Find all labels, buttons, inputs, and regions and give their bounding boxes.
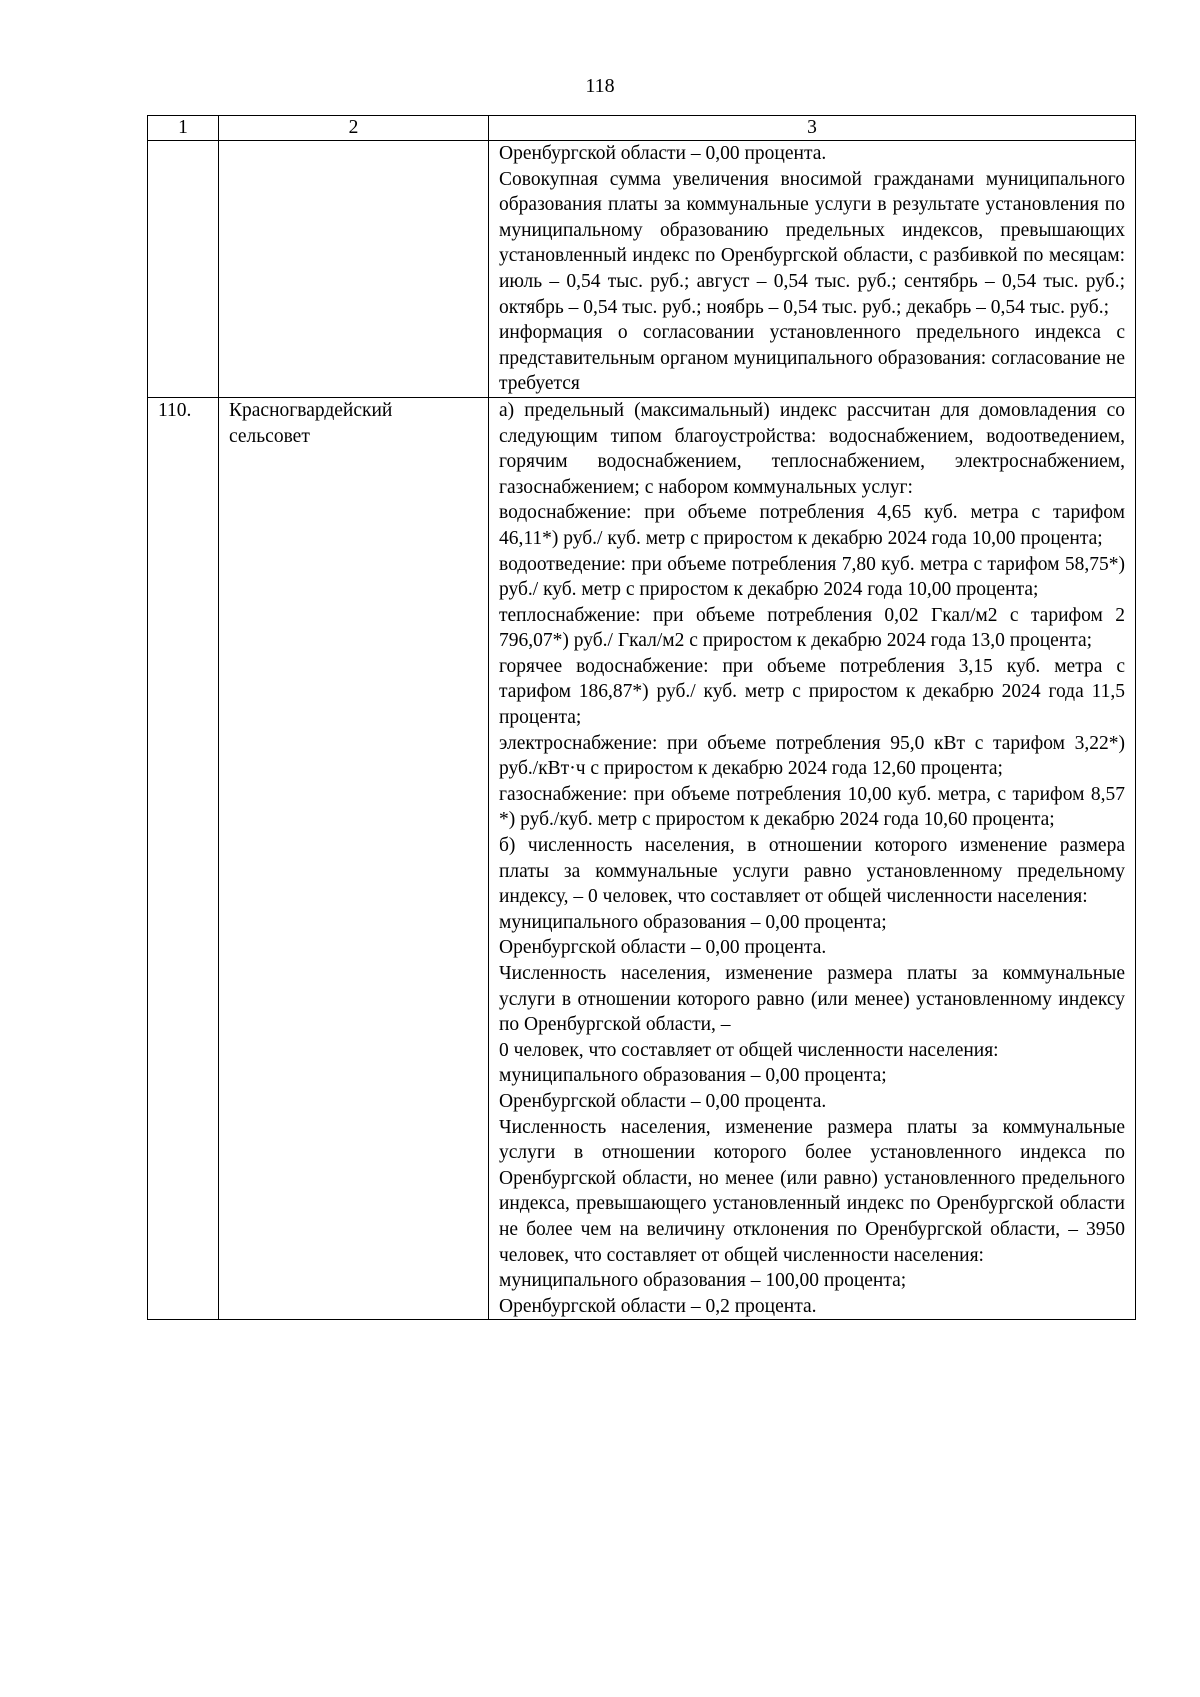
paragraph: 0 человек, что составляет от общей численности населения: (499, 1039, 999, 1061)
paragraph: муниципального образования – 100,00 процента; (499, 1270, 907, 1292)
description-cell (489, 397, 1136, 1319)
paragraph: информация о согласовании установленного предельного индекса с представительным органом муниципального образования: согласование не требуется (499, 322, 1125, 395)
paragraph: газоснабжение: при объеме потребления 10,00 куб. метра, с тарифом 8,57 *) руб./куб. метр с приростом к декабрю 2024 года 10,60 процента; (499, 783, 1125, 831)
table-header-row (148, 116, 1136, 141)
paragraph: Совокупная сумма увеличения вносимой гражданами муниципального образования платы за коммунальные услуги в результате установления по муниципальному образованию предельных индексов, превышающих установленный индекс по Оренбургской области, с разбивкой по месяцам: июль – 0,54 тыс. руб.; август – 0,54 тыс. руб.; сентябрь – 0,54 тыс. руб.; октябрь – 0,54 тыс. руб.; ноябрь – 0,54 тыс. руб.; декабрь – 0,54 тыс. руб.; (499, 168, 1125, 318)
paragraph: муниципального образования – 0,00 процента; (499, 911, 887, 933)
paragraph: Оренбургской области – 0,00 процента. (499, 1090, 827, 1112)
paragraph: Численность населения, изменение размера платы за коммунальные услуги в отношении которого равно (или менее) установленному индексу по Оренбургской области, – (499, 963, 1125, 1036)
paragraph: водоснабжение: при объеме потребления 4,65 куб. метра с тарифом 46,11*) руб./ куб. метр с приростом к декабрю 2024 года 10,00 процента; (499, 502, 1125, 549)
header-col-2: 2 (219, 116, 489, 141)
paragraph: теплоснабжение: при объеме потребления 0,02 Гкал/м2 с тарифом 2 796,07*) руб./ Гкал/м2 с приростом к декабрю 2024 года 13,0 процента; (499, 604, 1125, 652)
paragraph: б) численность населения, в отношении которого изменение размера платы за коммунальные услуги равно установленному предельному индексу, – 0 человек, что составляет от общей численности населения: (499, 835, 1125, 908)
table-row-continuation (148, 141, 1136, 398)
row-number-cell: 110. (148, 397, 219, 1319)
row-number-cell (148, 141, 219, 398)
paragraph: Оренбургской области – 0,00 процента. (499, 937, 827, 959)
table-row-110 (148, 397, 1136, 1319)
municipality-cell: Красногвардейский сельсовет (219, 397, 489, 1319)
paragraph: муниципального образования – 0,00 процента; (499, 1065, 887, 1087)
paragraph: электроснабжение: при объеме потребления 95,0 кВт с тарифом 3,22*) руб./кВт·ч с приростом к декабрю 2024 года 12,60 процента; (499, 732, 1125, 780)
description-cell (489, 141, 1136, 398)
municipality-cell (219, 141, 489, 398)
paragraph: горячее водоснабжение: при объеме потребления 3,15 куб. метра с тарифом 186,87*) руб./ куб. метр с приростом к декабрю 2024 года 11,5 процента; (499, 655, 1125, 729)
header-col-1: 1 (148, 116, 219, 141)
paragraph: водоотведение: при объеме потребления 7,80 куб. метра с тарифом 58,75*) руб./ куб. метр с приростом к декабрю 2024 года 10,00 процента; (499, 553, 1125, 601)
paragraph: Оренбургской области – 0,00 процента. (499, 143, 827, 164)
page-number: 118 (585, 75, 615, 97)
paragraph: Численность населения, изменение размера платы за коммунальные услуги в отношении которого более установленного индекса по Оренбургской области, но менее (или равно) установленного предельного индекса, превышающего установленный индекс по Оренбургской области не более чем на величину отклонения по Оренбургской области, – 3950 человек, что составляет от общей численности населения: (499, 1116, 1125, 1266)
header-col-3: 3 (489, 116, 1136, 141)
paragraph: Оренбургской области – 0,2 процента. (499, 1295, 817, 1317)
tariff-index-table (147, 115, 1136, 1320)
paragraph: а) предельный (максимальный) индекс рассчитан для домовладения со следующим типом благоустройства: водоснабжением, водоотведением, горячим водоснабжением, теплоснабжением, электроснабжением, газоснабжением; с набором коммунальных услуг: (499, 399, 1125, 498)
